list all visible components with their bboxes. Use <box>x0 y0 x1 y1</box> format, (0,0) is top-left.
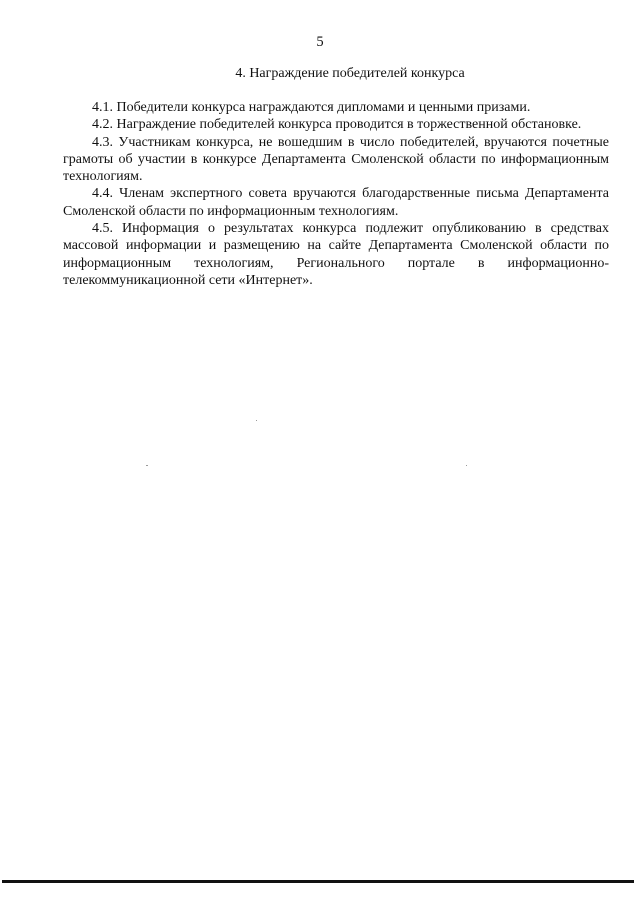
bottom-scan-edge-line <box>2 880 634 883</box>
paragraph-4-4: 4.4. Членам экспертного совета вручаются благодарственные письма Департамента Смоленской области по информационным технологиям. <box>63 186 609 219</box>
paragraph-4-5: 4.5. Информация о результатах конкурса подлежит опубликованию в средствах массовой информации и размещению на сайте Департамента Смоленской области по информационным технологиям, Регионального портале в информационно-телекоммуникационной сети «Интернет». <box>63 221 609 288</box>
paragraph-4-3: 4.3. Участникам конкурса, не вошедшим в число победителей, вручаются почетные грамоты об участии в конкурсе Департамента Смоленской области по информационным технологиям. <box>63 134 609 185</box>
scan-speck <box>466 465 467 466</box>
scan-speck <box>146 465 148 466</box>
paragraph-4-2: 4.2. Награждение победителей конкурса проводится в торжественной обстановке. <box>92 117 582 133</box>
paragraph-4-1: 4.1. Победители конкурса награждаются дипломами и ценными призами. <box>92 100 531 115</box>
scan-speck <box>256 420 257 421</box>
section-title: 4. Награждение победителей конкурса <box>235 66 465 81</box>
page-number: 5 <box>316 34 324 50</box>
section-body <box>63 99 609 289</box>
